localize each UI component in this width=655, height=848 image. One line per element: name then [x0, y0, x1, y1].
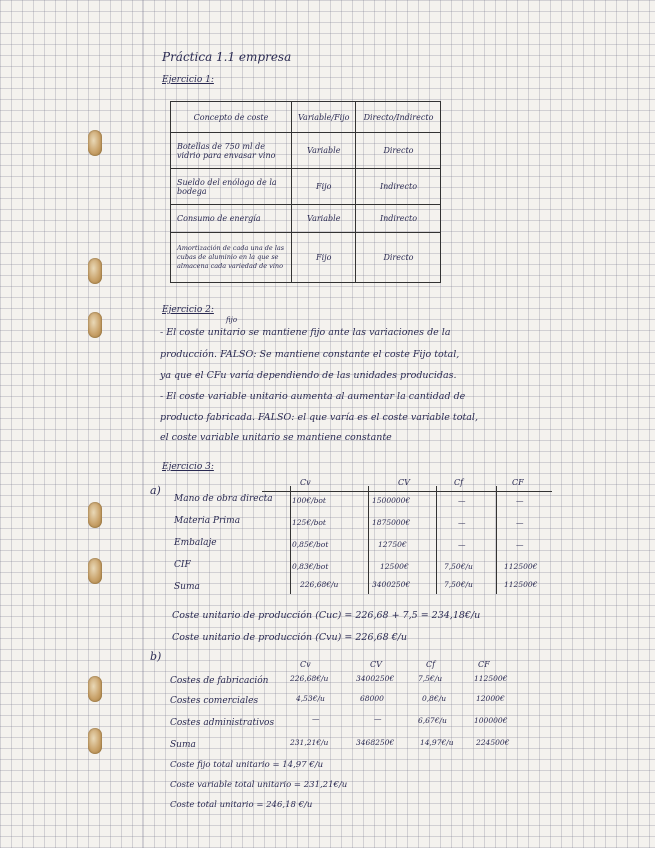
- CF-cell: —: [516, 496, 524, 505]
- ex2-line: producto fabricada. FALSO: el que varía es el coste variable total,: [160, 412, 478, 423]
- CV-cell: —: [374, 714, 382, 723]
- col-header-CF: CF: [512, 478, 524, 487]
- row-label: Costes de fabricación: [170, 676, 269, 686]
- table-row: [171, 205, 441, 233]
- cv-cell: 0,83€/bot: [292, 562, 329, 571]
- CV-cell: 3400250€: [372, 580, 411, 589]
- page-title: Práctica 1.1 empresa: [162, 50, 292, 64]
- CV-cell: 1500000€: [372, 496, 411, 505]
- CF-cell: —: [516, 518, 524, 527]
- row-label: Suma: [170, 740, 196, 750]
- CF-cell: 112500€: [474, 674, 508, 683]
- column-divider: [368, 486, 369, 594]
- result-line: Coste variable total unitario = 231,21€/u: [170, 780, 348, 790]
- tipo-cell: Variable: [292, 133, 356, 169]
- concepto-cell: Consumo de energía: [171, 205, 292, 233]
- binder-hole: [88, 728, 102, 754]
- CF-cell: —: [516, 540, 524, 549]
- cv-cell: 226,68€/u: [300, 580, 339, 589]
- result-line: Coste unitario de producción (Cvu) = 226,68 €/u: [172, 632, 407, 643]
- margin-line: [142, 0, 143, 848]
- col-header-cf: Cf: [426, 660, 436, 669]
- tipo-cell: Fijo: [292, 233, 356, 283]
- row-label: CIF: [174, 560, 191, 570]
- CV-cell: 1875000€: [372, 518, 411, 527]
- col-header-cv: Cv: [300, 660, 311, 669]
- CV-cell: 12750€: [378, 540, 407, 549]
- cf-cell: —: [458, 496, 466, 505]
- CV-cell: 3400250€: [356, 674, 395, 683]
- CV-cell: 12500€: [380, 562, 409, 571]
- column-divider: [496, 486, 497, 594]
- ex2-line: el coste variable unitario se mantiene constante: [160, 432, 392, 443]
- CF-cell: 100000€: [474, 716, 508, 725]
- CV-cell: 68000: [360, 694, 384, 703]
- part-b-label: b): [150, 650, 162, 663]
- cf-cell: —: [458, 540, 466, 549]
- cf-cell: —: [458, 518, 466, 527]
- CF-cell: 224500€: [476, 738, 510, 747]
- row-label: Costes administrativos: [170, 718, 275, 728]
- col-header-cf: Cf: [454, 478, 464, 487]
- ex2-line: - El coste variable unitario aumenta al aumentar la cantidad de: [160, 391, 466, 402]
- exercise3-title: Ejercicio 3:: [162, 462, 214, 472]
- CF-cell: 112500€: [504, 562, 538, 571]
- part-a-label: a): [150, 484, 161, 497]
- tipo-cell: Fijo: [292, 169, 356, 205]
- result-line: Coste total unitario = 246,18 €/u: [170, 800, 313, 810]
- cv-cell: 125€/bot: [292, 518, 326, 527]
- column-divider: [436, 486, 437, 594]
- insertion-note: fijo: [226, 316, 238, 324]
- imputacion-cell: Indirecto: [356, 205, 441, 233]
- cv-cell: 0,85€/bot: [292, 540, 329, 549]
- binder-hole: [88, 130, 102, 156]
- result-line: Coste fijo total unitario = 14,97 €/u: [170, 760, 324, 770]
- header-concepto: Concepto de coste: [171, 102, 292, 133]
- row-label: Suma: [174, 582, 200, 592]
- cv-cell: 4,53€/u: [296, 694, 325, 703]
- ex2-line: ya que el CFu varía dependiendo de las unidades producidas.: [160, 370, 457, 381]
- ex2-line: producción. FALSO: Se mantiene constante el coste Fijo total,: [160, 349, 460, 360]
- header-rule: [262, 491, 552, 492]
- cf-cell: 6,67€/u: [418, 716, 447, 725]
- cf-cell: 7,5€/u: [418, 674, 443, 683]
- cv-cell: —: [312, 714, 320, 723]
- cv-cell: 226,68€/u: [290, 674, 329, 683]
- table-row: [171, 169, 441, 205]
- imputacion-cell: Directo: [356, 133, 441, 169]
- imputacion-cell: Indirecto: [356, 169, 441, 205]
- table-row: [171, 233, 441, 283]
- col-header-cv: Cv: [300, 478, 311, 487]
- imputacion-cell: Directo: [356, 233, 441, 283]
- binder-hole: [88, 558, 102, 584]
- column-divider: [290, 486, 291, 594]
- binder-hole: [88, 312, 102, 338]
- col-header-CV: CV: [370, 660, 382, 669]
- row-label: Embalaje: [174, 538, 217, 548]
- table-row: [171, 133, 441, 169]
- exercise1-title: Ejercicio 1:: [162, 75, 214, 85]
- header-tipo: Variable/Fijo: [292, 102, 356, 133]
- tipo-cell: Variable: [292, 205, 356, 233]
- binder-hole: [88, 258, 102, 284]
- ex2-line: - El coste unitario se mantiene fijo ante las variaciones de la: [160, 327, 451, 338]
- binder-hole: [88, 502, 102, 528]
- col-header-CV: CV: [398, 478, 410, 487]
- row-label: Materia Prima: [174, 516, 241, 526]
- header-imputacion: Directo/Indirecto: [356, 102, 441, 133]
- CV-cell: 3468250€: [356, 738, 395, 747]
- concepto-cell: Amortización de cada una de las cubas de aluminio en la que se almacena cada variedad de vino: [171, 233, 292, 283]
- cost-classification-table: [170, 101, 441, 283]
- binder-hole: [88, 676, 102, 702]
- cf-cell: 14,97€/u: [420, 738, 454, 747]
- cf-cell: 0,8€/u: [422, 694, 447, 703]
- cv-cell: 100€/bot: [292, 496, 326, 505]
- col-header-CF: CF: [478, 660, 490, 669]
- CF-cell: 112500€: [504, 580, 538, 589]
- cf-cell: 7,50€/u: [444, 580, 473, 589]
- row-label: Mano de obra directa: [174, 494, 273, 504]
- exercise2-title: Ejercicio 2:: [162, 305, 214, 315]
- concepto-cell: Sueldo del enólogo de la bodega: [171, 169, 292, 205]
- CF-cell: 12000€: [476, 694, 505, 703]
- table-header-row: [171, 102, 441, 133]
- cf-cell: 7,50€/u: [444, 562, 473, 571]
- cv-cell: 231,21€/u: [290, 738, 329, 747]
- row-label: Costes comerciales: [170, 696, 259, 706]
- result-line: Coste unitario de producción (Cuc) = 226,68 + 7,5 = 234,18€/u: [172, 610, 481, 621]
- concepto-cell: Botellas de 750 ml de vidrio para envasar vino: [171, 133, 292, 169]
